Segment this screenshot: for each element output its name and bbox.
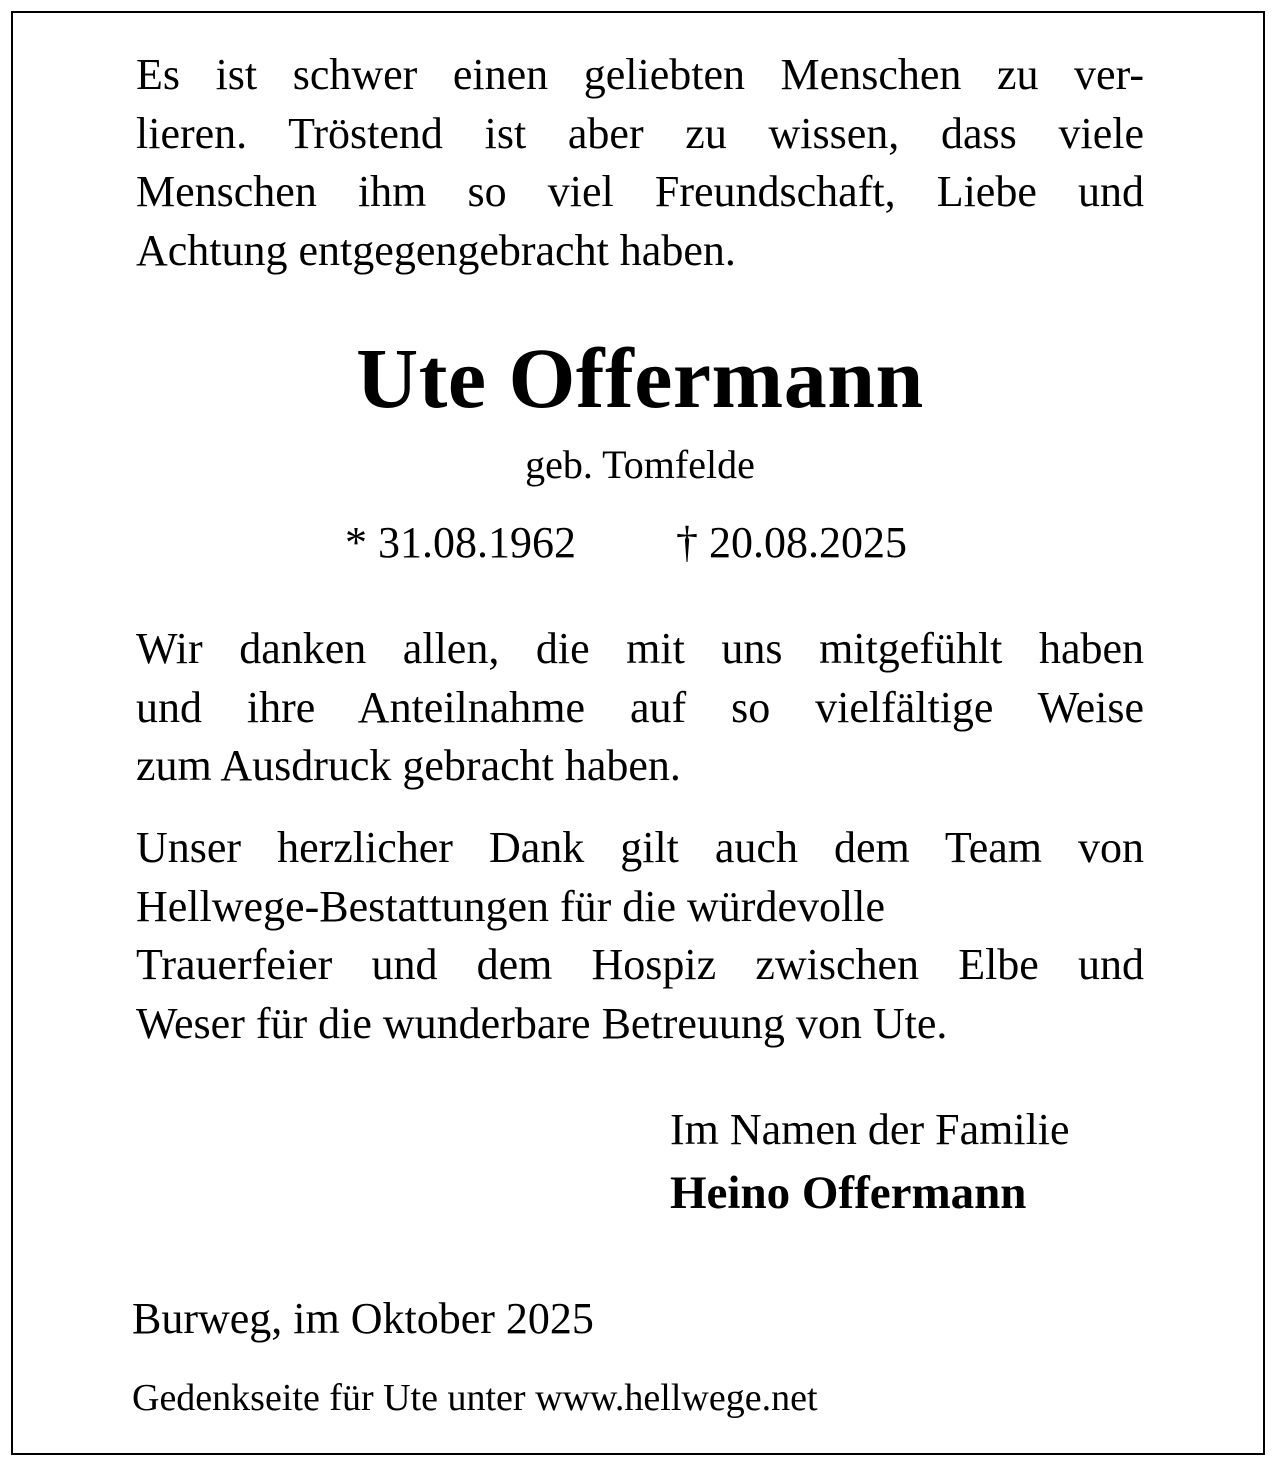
thanks-line: Wir danken allen, die mit uns mitgefühlt haben bbox=[136, 624, 1144, 673]
thanks-line: und ihre Anteilnahme auf so vielfältige Weise bbox=[136, 682, 1144, 732]
birth-name: geb. Tomfelde bbox=[525, 442, 755, 487]
thanks-line: zum Ausdruck gebracht haben. bbox=[136, 741, 681, 790]
intro-paragraph bbox=[136, 46, 1144, 280]
signature-name: Heino Offermann bbox=[670, 1167, 1027, 1219]
intro-line: Achtung entgegengebracht haben. bbox=[136, 225, 736, 275]
death-date: † 20.08.2025 bbox=[676, 518, 907, 567]
intro-line: Es ist schwer einen geliebten Menschen zu ver- bbox=[136, 50, 1144, 99]
deceased-name: Ute Offermann bbox=[356, 330, 924, 426]
gratitude-line: Trauerfeier und dem Hospiz zwischen Elbe und bbox=[136, 940, 1144, 989]
gratitude-paragraph bbox=[136, 819, 1144, 1053]
signature-intro: Im Namen der Familie bbox=[670, 1105, 1070, 1154]
gratitude-line: Unser herzlicher Dank gilt auch dem Team von bbox=[136, 823, 1144, 872]
birth-date: * 31.08.1962 bbox=[345, 518, 576, 567]
intro-line: Menschen ihm so viel Freundschaft, Liebe und bbox=[136, 167, 1144, 216]
thanks-paragraph bbox=[136, 620, 1144, 796]
gratitude-line: Hellwege-Bestattungen für die würdevolle bbox=[136, 881, 885, 931]
memorial-page-note: Gedenkseite für Ute unter www.hellwege.net bbox=[132, 1377, 818, 1419]
intro-line: lieren. Tröstend ist aber zu wissen, dass viele bbox=[136, 108, 1144, 158]
gratitude-line: Weser für die wunderbare Betreuung von Ute. bbox=[136, 998, 948, 1048]
place-date: Burweg, im Oktober 2025 bbox=[132, 1294, 594, 1343]
